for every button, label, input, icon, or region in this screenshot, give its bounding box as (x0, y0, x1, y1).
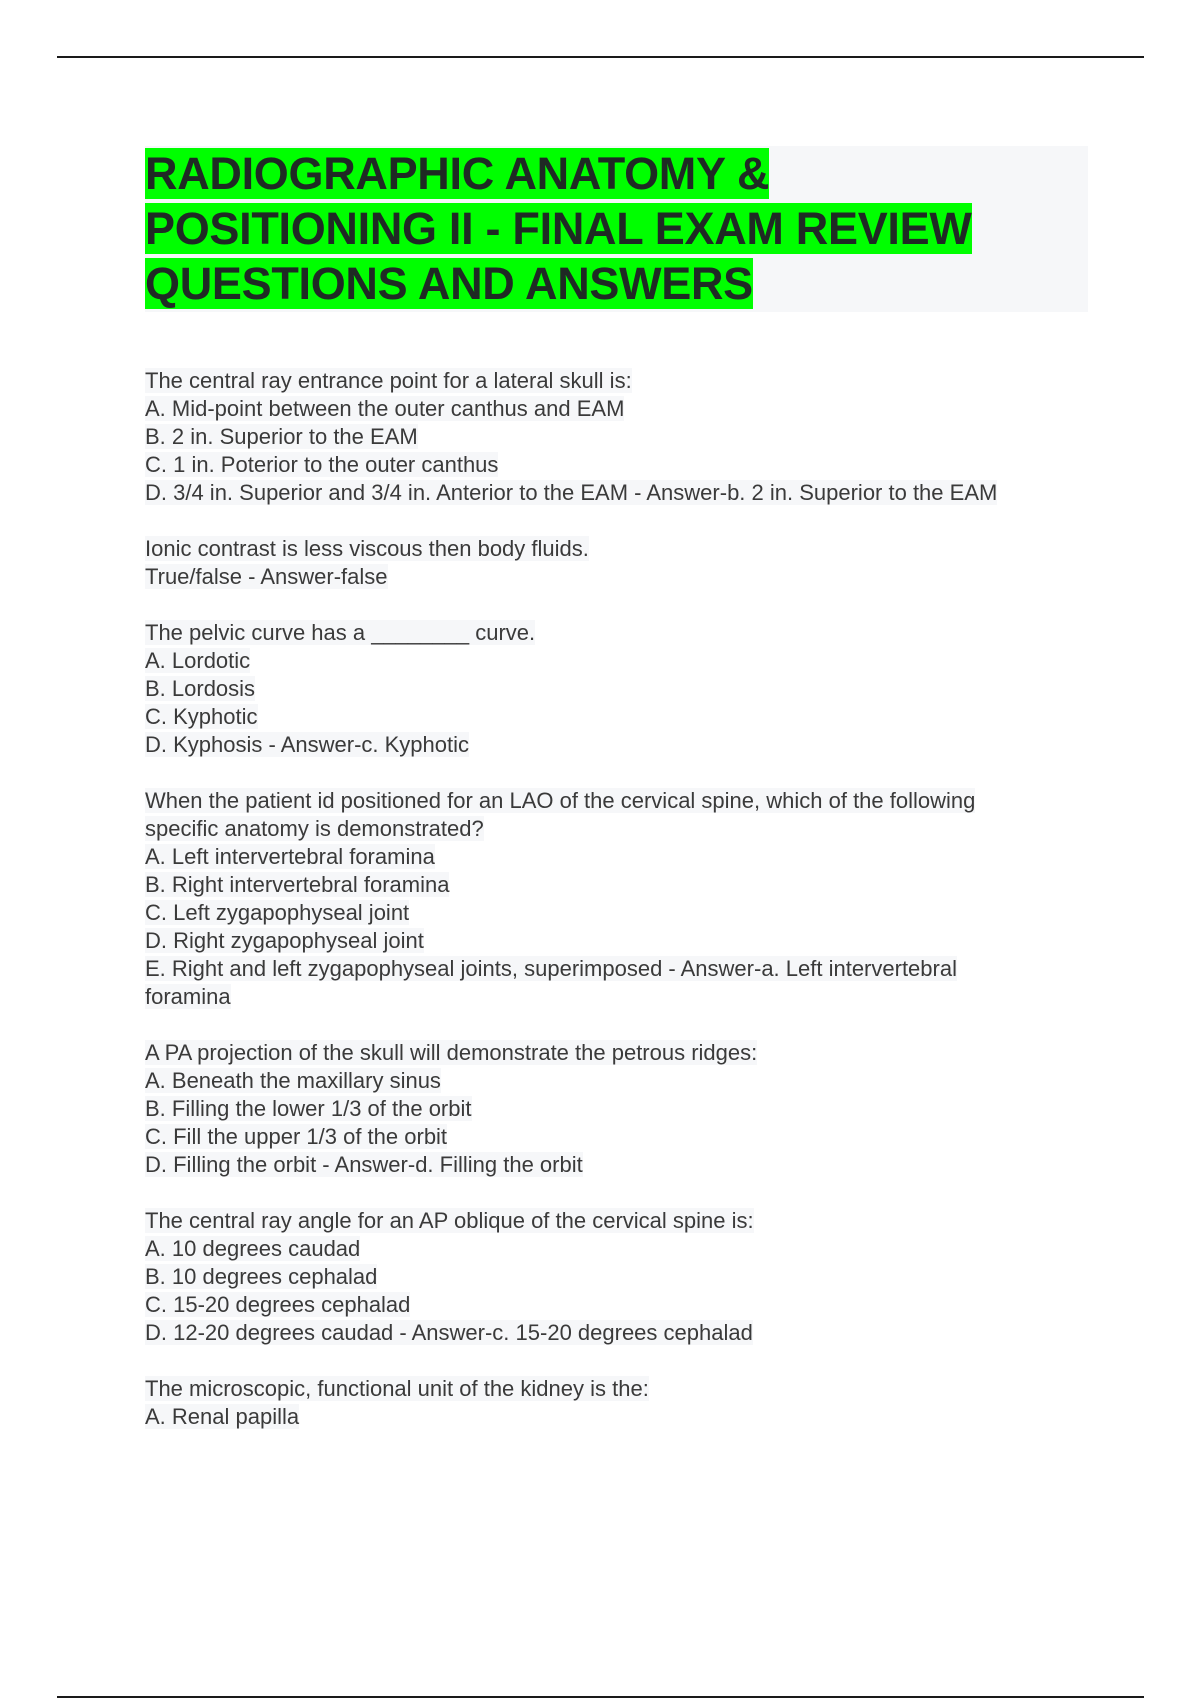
option-line: C. Fill the upper 1/3 of the orbit (145, 1124, 448, 1149)
option-answer-line: True/false - Answer-false (145, 564, 388, 589)
bottom-rule (57, 1696, 1144, 1698)
qa-item (145, 619, 1105, 759)
title-block (145, 146, 1088, 312)
option-line: A. Beneath the maxillary sinus (145, 1068, 441, 1093)
document-title (145, 146, 1088, 311)
option-line: C. Kyphotic (145, 704, 258, 729)
option-line: A. Mid-point between the outer canthus and EAM (145, 396, 625, 421)
question-text: When the patient id positioned for an LAO of the cervical spine, which of the following (145, 788, 976, 813)
option-line: B. 10 degrees cephalad (145, 1264, 378, 1289)
option-answer-line: foramina (145, 984, 231, 1009)
top-rule (57, 56, 1144, 58)
option-answer-line: D. Kyphosis - Answer-c. Kyphotic (145, 732, 470, 757)
option-line: A. Lordotic (145, 648, 251, 673)
option-line: C. Left zygapophyseal joint (145, 900, 410, 925)
option-line: C. 1 in. Poterior to the outer canthus (145, 452, 499, 477)
qa-item (145, 787, 1105, 1011)
option-answer-line: E. Right and left zygapophyseal joints, superimposed - Answer-a. Left intervertebral (145, 956, 957, 981)
option-line: B. Filling the lower 1/3 of the orbit (145, 1096, 472, 1121)
qa-item (145, 1375, 1105, 1431)
qa-item (145, 1039, 1105, 1179)
option-line: A. Renal papilla (145, 1404, 300, 1429)
title-line-1: RADIOGRAPHIC ANATOMY & (145, 148, 770, 199)
title-line-2: POSITIONING II - FINAL EXAM REVIEW (145, 203, 972, 254)
question-text: The central ray angle for an AP oblique of the cervical spine is: (145, 1208, 754, 1233)
option-line: B. Right intervertebral foramina (145, 872, 450, 897)
option-answer-line: D. 12-20 degrees caudad - Answer-c. 15-20 degrees cephalad (145, 1320, 753, 1345)
question-text: The microscopic, functional unit of the kidney is the: (145, 1376, 649, 1401)
question-text: A PA projection of the skull will demonstrate the petrous ridges: (145, 1040, 758, 1065)
option-answer-line: D. Filling the orbit - Answer-d. Filling the orbit (145, 1152, 583, 1177)
qa-item (145, 535, 1105, 591)
option-line: B. Lordosis (145, 676, 256, 701)
qa-item (145, 1207, 1105, 1347)
question-text: Ionic contrast is less viscous then body fluids. (145, 536, 589, 561)
qa-list (145, 367, 1105, 1459)
question-text: specific anatomy is demonstrated? (145, 816, 484, 841)
title-line-3: QUESTIONS AND ANSWERS (145, 258, 753, 309)
question-text: The central ray entrance point for a lateral skull is: (145, 368, 632, 393)
option-line: C. 15-20 degrees cephalad (145, 1292, 411, 1317)
option-line: A. 10 degrees caudad (145, 1236, 361, 1261)
qa-item (145, 367, 1105, 507)
option-line: B. 2 in. Superior to the EAM (145, 424, 418, 449)
option-line: D. Right zygapophyseal joint (145, 928, 424, 953)
option-answer-line: D. 3/4 in. Superior and 3/4 in. Anterior to the EAM - Answer-b. 2 in. Superior to the EAM (145, 480, 998, 505)
option-line: A. Left intervertebral foramina (145, 844, 435, 869)
question-text: The pelvic curve has a ________ curve. (145, 620, 536, 645)
